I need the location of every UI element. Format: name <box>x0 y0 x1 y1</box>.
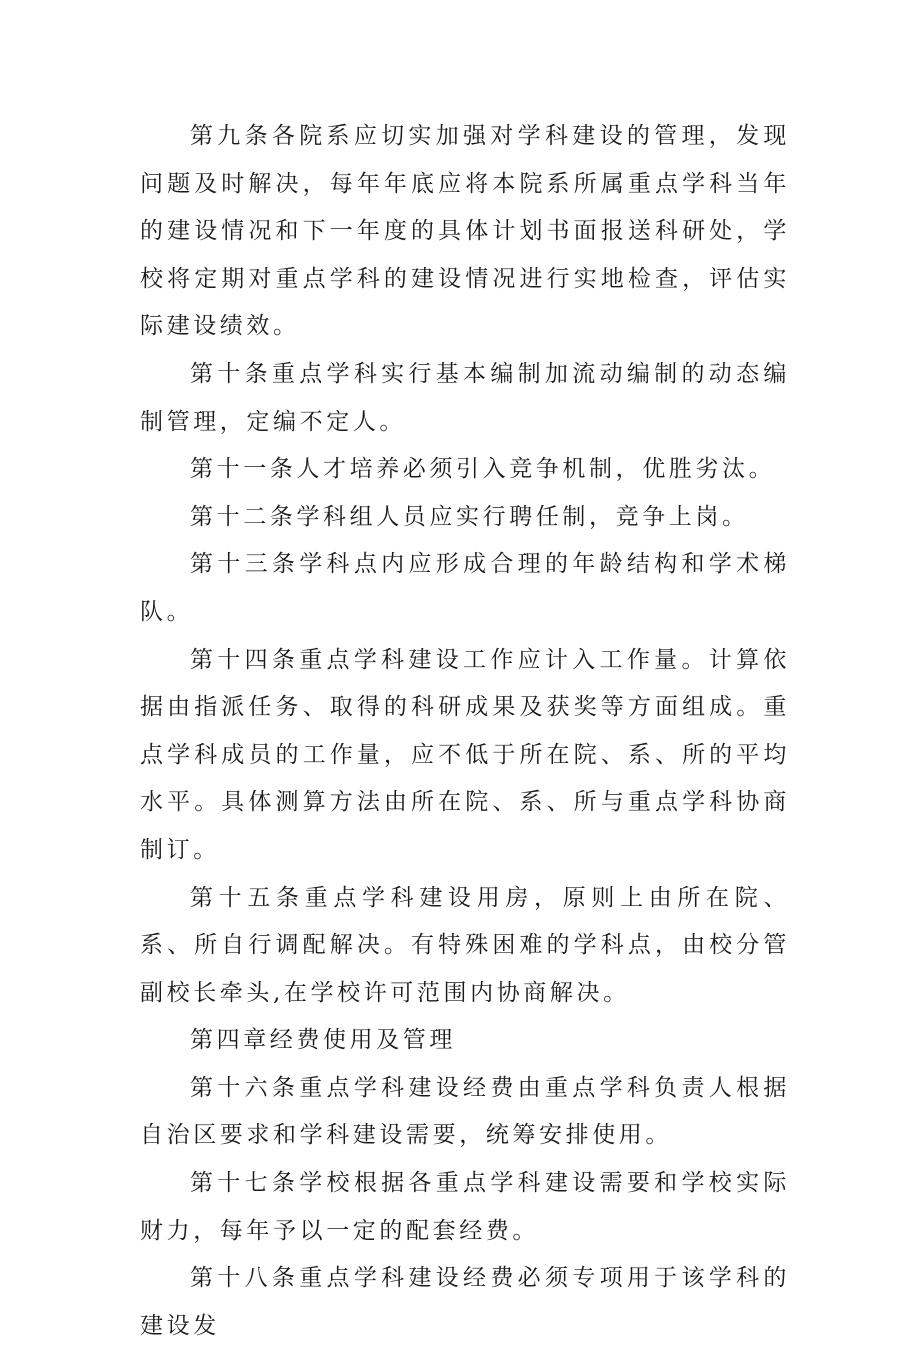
article-16-paragraph: 第十六条重点学科建设经费由重点学科负责人根据自治区要求和学科建设需要，统筹安排使用。 <box>140 1074 790 1149</box>
article-10-paragraph: 第十条重点学科实行基本编制加流动编制的动态编制管理，定编不定人。 <box>140 360 790 435</box>
document-body <box>140 113 790 1350</box>
chapter-4-heading: 第四章经费使用及管理 <box>190 1027 456 1054</box>
article-9-paragraph: 第九条各院系应切实加强对学科建设的管理，发现问题及时解决，每年年底应将本院系所属重点学科当年的建设情况和下一年度的具体计划书面报送科研处，学校将定期对重点学科的建设情况进行实地检查，评估实际建设绩效。 <box>140 123 790 340</box>
article-11-paragraph: 第十一条人才培养必须引入竞争机制，优胜劣汰。 <box>190 456 776 483</box>
article-14-paragraph: 第十四条重点学科建设工作应计入工作量。计算依据由指派任务、取得的科研成果及获奖等方面组成。重点学科成员的工作量，应不低于所在院、系、所的平均水平。具体测算方法由所在院、系、所与重点学科协商制订。 <box>140 646 790 863</box>
article-12-paragraph: 第十二条学科组人员应实行聘任制，竞争上岗。 <box>190 503 749 530</box>
article-15-paragraph: 第十五条重点学科建设用房，原则上由所在院、系、所自行调配解决。有特殊困难的学科点，由校分管副校长牵头,在学校许可范围内协商解决。 <box>140 884 790 1006</box>
article-17-paragraph: 第十七条学校根据各重点学科建设需要和学校实际财力，每年予以一定的配套经费。 <box>140 1170 790 1244</box>
article-18-paragraph: 第十八条重点学科建设经费必须专项用于该学科的建设发 <box>140 1265 790 1339</box>
article-13-paragraph: 第十三条学科点内应形成合理的年龄结构和学术梯队。 <box>140 551 790 625</box>
